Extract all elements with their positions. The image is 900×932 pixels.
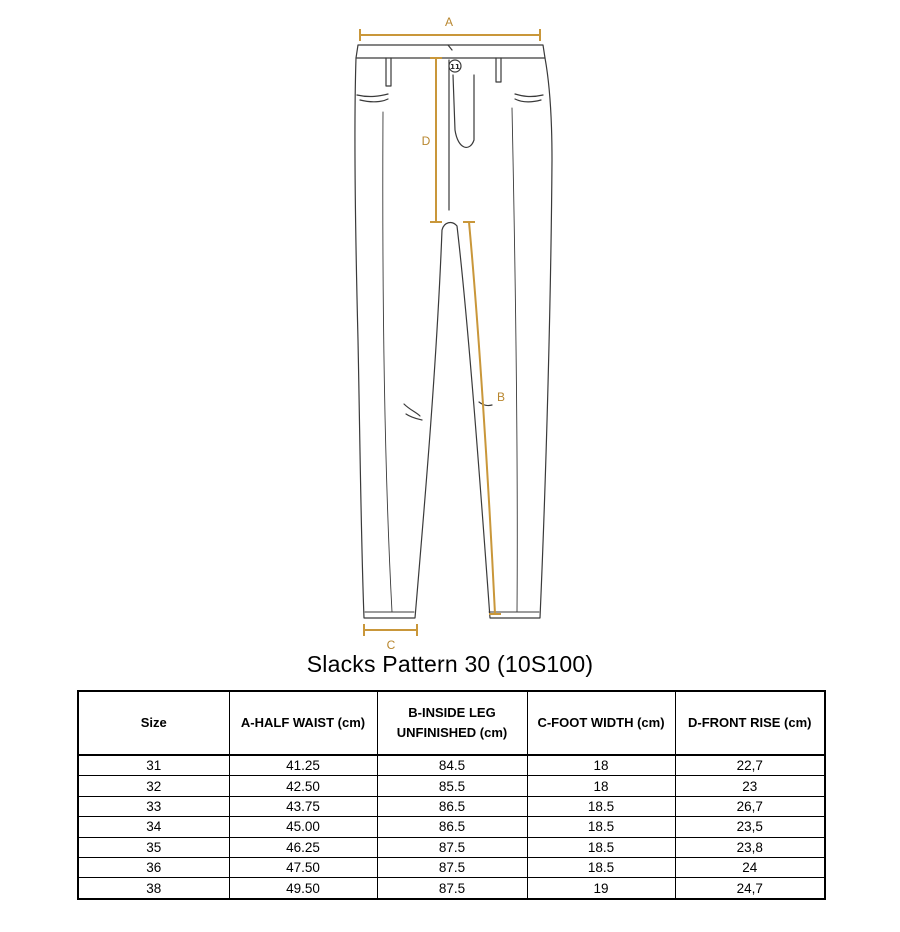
chart-title: Slacks Pattern 30 (10S100) <box>306 651 594 677</box>
size-table <box>77 690 826 900</box>
cell-front-rise: 23,8 <box>675 837 825 857</box>
table-header-row <box>78 691 825 755</box>
measure-b <box>463 222 501 614</box>
cell-size: 34 <box>78 817 229 837</box>
button-icon <box>449 60 461 72</box>
header-foot-width: C-FOOT WIDTH (cm) <box>527 691 675 755</box>
cell-size: 36 <box>78 857 229 877</box>
cell-inside-leg: 87.5 <box>377 837 527 857</box>
cell-foot-width: 18.5 <box>527 857 675 877</box>
table-row <box>78 837 825 857</box>
measure-d <box>430 58 442 222</box>
measure-c-label: C <box>386 638 396 652</box>
table-row <box>78 857 825 877</box>
header-inside-leg: B-INSIDE LEG UNFINISHED (cm) <box>377 691 527 755</box>
cell-inside-leg: 87.5 <box>377 878 527 899</box>
cell-foot-width: 18.5 <box>527 817 675 837</box>
cell-front-rise: 22,7 <box>675 755 825 776</box>
cell-size: 31 <box>78 755 229 776</box>
cell-foot-width: 18 <box>527 776 675 796</box>
cell-inside-leg: 86.5 <box>377 796 527 816</box>
cell-front-rise: 26,7 <box>675 796 825 816</box>
cell-foot-width: 19 <box>527 878 675 899</box>
header-size: Size <box>78 691 229 755</box>
cell-size: 38 <box>78 878 229 899</box>
svg-text:11: 11 <box>450 63 460 71</box>
measure-b-label: B <box>496 390 506 404</box>
cell-front-rise: 24,7 <box>675 878 825 899</box>
cell-front-rise: 24 <box>675 857 825 877</box>
cell-front-rise: 23,5 <box>675 817 825 837</box>
cell-half-waist: 43.75 <box>229 796 377 816</box>
measure-a <box>360 29 540 41</box>
trousers-outline <box>355 45 552 618</box>
cell-size: 35 <box>78 837 229 857</box>
cell-foot-width: 18.5 <box>527 837 675 857</box>
cell-inside-leg: 85.5 <box>377 776 527 796</box>
cell-half-waist: 45.00 <box>229 817 377 837</box>
cell-inside-leg: 86.5 <box>377 817 527 837</box>
table-row <box>78 755 825 776</box>
measure-c <box>364 624 417 636</box>
cell-half-waist: 46.25 <box>229 837 377 857</box>
measure-a-label: A <box>444 15 454 29</box>
header-half-waist: A-HALF WAIST (cm) <box>229 691 377 755</box>
cell-half-waist: 42.50 <box>229 776 377 796</box>
cell-inside-leg: 84.5 <box>377 755 527 776</box>
cell-half-waist: 41.25 <box>229 755 377 776</box>
cell-front-rise: 23 <box>675 776 825 796</box>
table-row <box>78 776 825 796</box>
cell-inside-leg: 87.5 <box>377 857 527 877</box>
cell-half-waist: 47.50 <box>229 857 377 877</box>
table-row <box>78 817 825 837</box>
measure-d-label: D <box>421 134 431 148</box>
table-row <box>78 878 825 899</box>
cell-foot-width: 18 <box>527 755 675 776</box>
header-front-rise: D-FRONT RISE (cm) <box>675 691 825 755</box>
table-row <box>78 796 825 816</box>
cell-size: 32 <box>78 776 229 796</box>
cell-size: 33 <box>78 796 229 816</box>
cell-foot-width: 18.5 <box>527 796 675 816</box>
cell-half-waist: 49.50 <box>229 878 377 899</box>
